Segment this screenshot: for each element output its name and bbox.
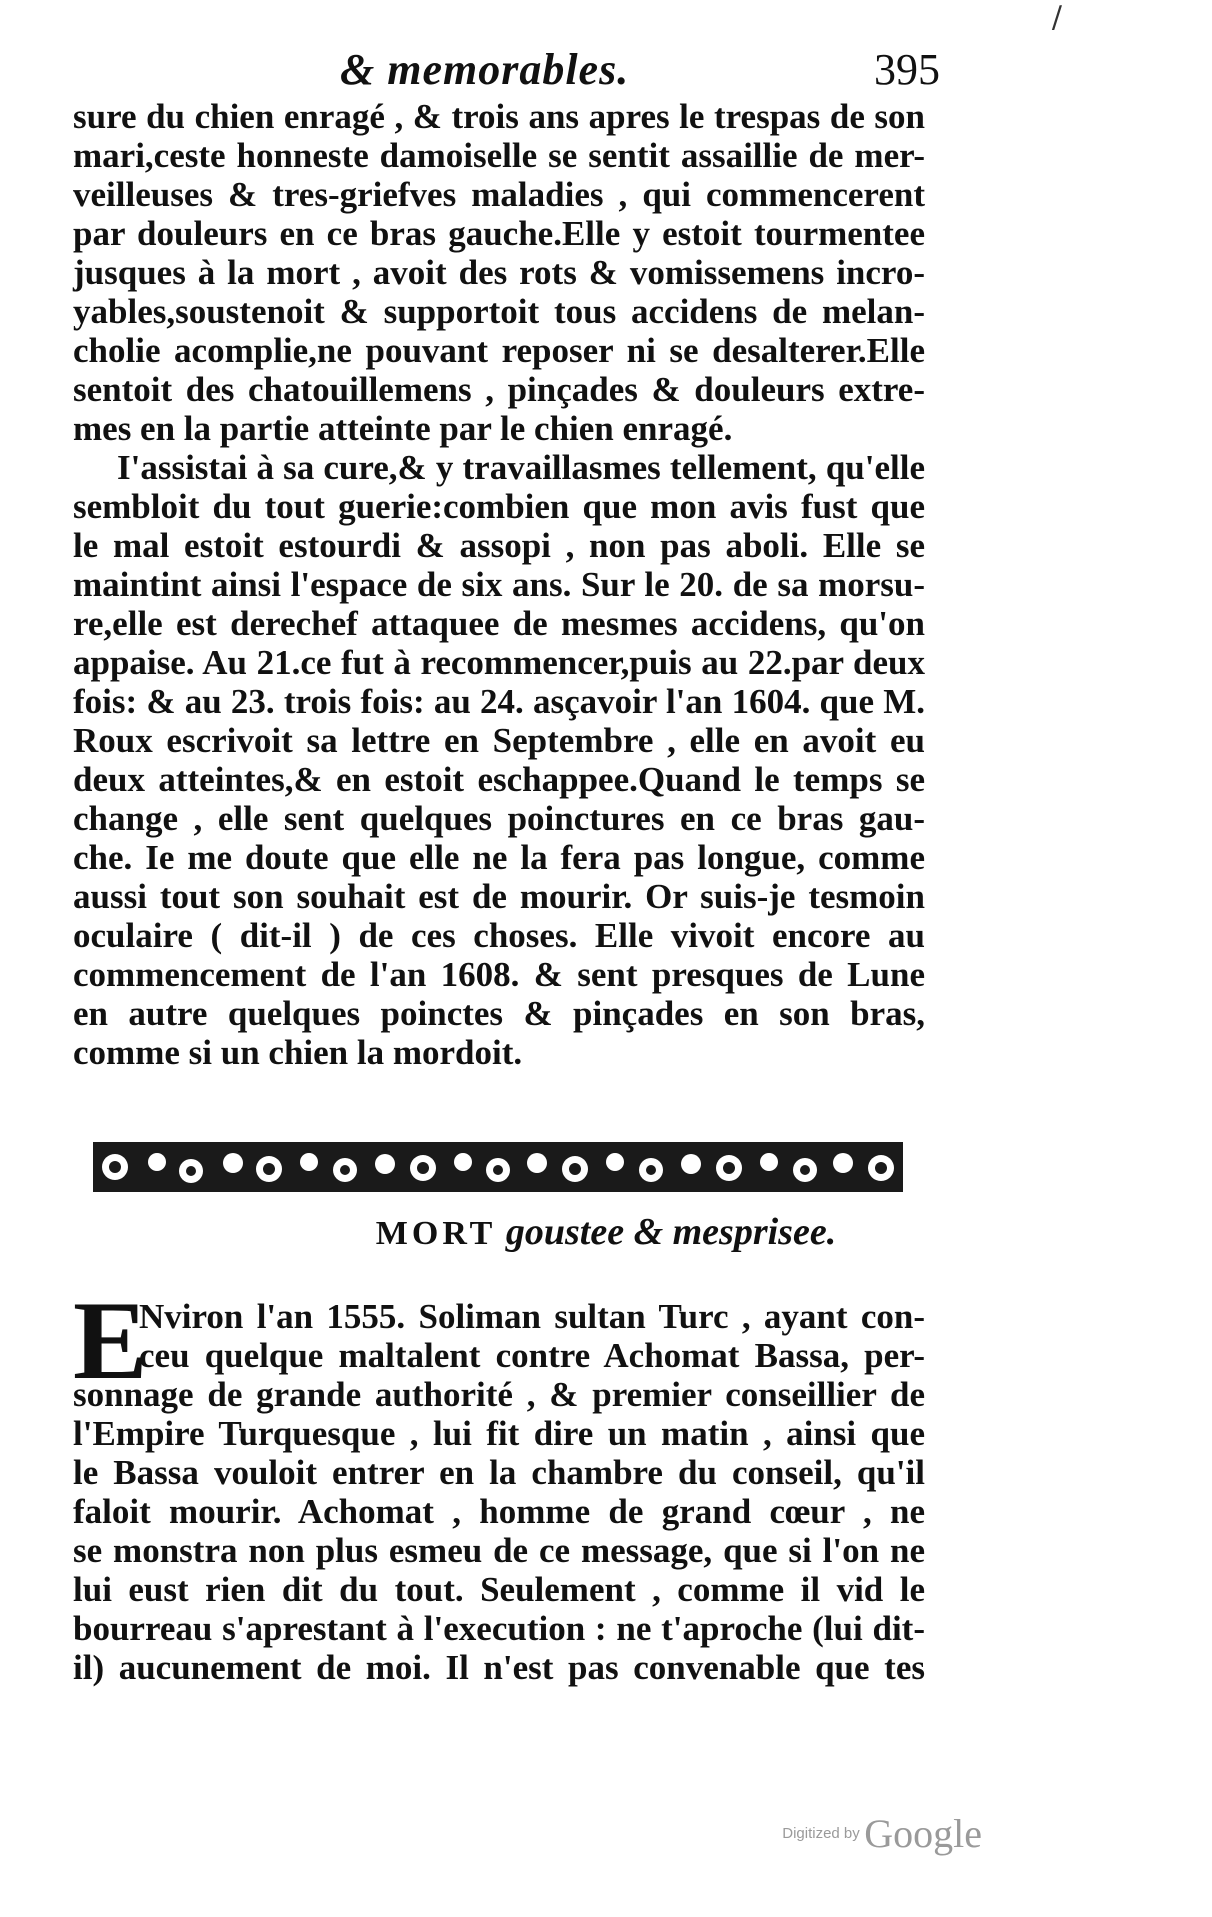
text-line: mes en la partie atteinte par le chien enragé. xyxy=(73,409,733,448)
text-line: lui eust rien dit du tout. Seulement , comme il vid le xyxy=(73,1570,925,1609)
text-line: commencement de l'an 1608. & sent presques de Lune xyxy=(73,955,925,994)
text-line: re,elle est derechef attaquee de mesmes accidens, qu'on xyxy=(73,604,925,643)
text-line: appaise. Au 21.ce fut à recommencer,puis au 22.par deux xyxy=(73,643,925,682)
text-line: mari,ceste honneste damoiselle se sentit assaillie de mer- xyxy=(73,136,925,175)
text-line: comme si un chien la mordoit. xyxy=(73,1033,523,1072)
text-line: jusques à la mort , avoit des rots & vomissemens incro- xyxy=(73,253,925,292)
text-line: faloit mourir. Achomat , homme de grand cœur , ne xyxy=(73,1492,925,1531)
ornamental-band xyxy=(93,1138,903,1196)
passage-one xyxy=(73,97,925,448)
page-number: 395 xyxy=(874,45,940,94)
google-watermark xyxy=(782,1810,982,1857)
text-line: Roux escrivoit sa lettre en Septembre , elle en avoit eu xyxy=(73,721,925,760)
watermark-brand: Google xyxy=(864,1811,982,1856)
text-line: il) aucunement de moi. Il n'est pas convenable que tes xyxy=(73,1648,925,1687)
text-line: change , elle sent quelques poinctures en ce bras gau- xyxy=(73,799,925,838)
section-title xyxy=(0,1210,1212,1254)
text-line: fois: & au 23. trois fois: au 24. asçavoir l'an 1604. que M. xyxy=(73,682,925,721)
text-line: deux atteintes,& en estoit eschappee.Quand le temps se xyxy=(73,760,925,799)
text-line: sure du chien enragé , & trois ans apres le trespas de son xyxy=(73,97,925,136)
watermark-prefix: Digitized by xyxy=(782,1825,860,1842)
text-line: le Bassa vouloit entrer en la chambre du conseil, qu'il xyxy=(73,1453,925,1492)
text-line: sonnage de grande authorité , & premier conseillier de xyxy=(73,1375,925,1414)
text-line: sentoit des chatouillemens , pinçades & douleurs extre- xyxy=(73,370,925,409)
text-line: ceu quelque maltalent contre Achomat Bassa, per- xyxy=(139,1336,925,1375)
running-title: & memorables. xyxy=(340,45,630,94)
passage-three xyxy=(73,1279,925,1687)
text-line: I'assistai à sa cure,& y travaillasmes tellement, qu'elle xyxy=(117,448,925,487)
section-title-caps: MORT xyxy=(375,1215,497,1252)
text-line: maintint ainsi l'espace de six ans. Sur le 20. de sa morsu- xyxy=(73,565,925,604)
text-line: che. Ie me doute que elle ne la fera pas longue, comme xyxy=(73,838,925,877)
text-line: sembloit du tout guerie:combien que mon avis fust que xyxy=(73,487,925,526)
text-line: se monstra non plus esmeu de ce message, que si l'on ne xyxy=(73,1531,925,1570)
running-head xyxy=(320,44,940,104)
passage-two xyxy=(73,448,925,1072)
text-line: Nviron l'an 1555. Soliman sultan Turc , ayant con- xyxy=(139,1297,925,1336)
text-line: aussi tout son souhait est de mourir. Or suis-je tesmoin xyxy=(73,877,925,916)
text-line: oculaire ( dit-il ) de ces choses. Elle vivoit encore au xyxy=(73,916,925,955)
text-line: en autre quelques poinctes & pinçades en son bras, xyxy=(73,994,925,1033)
text-line: par douleurs en ce bras gauche.Elle y estoit tourmentee xyxy=(73,214,925,253)
drop-cap: E xyxy=(73,1279,148,1403)
text-line: yables,soustenoit & supportoit tous accidens de melan- xyxy=(73,292,925,331)
text-line: l'Empire Turquesque , lui fit dire un matin , ainsi que xyxy=(73,1414,925,1453)
corner-mark: / xyxy=(1051,0,1062,35)
text-line: cholie acomplie,ne pouvant reposer ni se desalterer.Elle xyxy=(73,331,925,370)
text-line: le mal estoit estourdi & assopi , non pas aboli. Elle se xyxy=(73,526,925,565)
text-line: bourreau s'aprestant à l'execution : ne t'aproche (lui dit- xyxy=(73,1609,925,1648)
section-title-rest: goustee & mesprisee. xyxy=(505,1211,837,1253)
text-line: veilleuses & tres-griefves maladies , qui commencerent xyxy=(73,175,925,214)
